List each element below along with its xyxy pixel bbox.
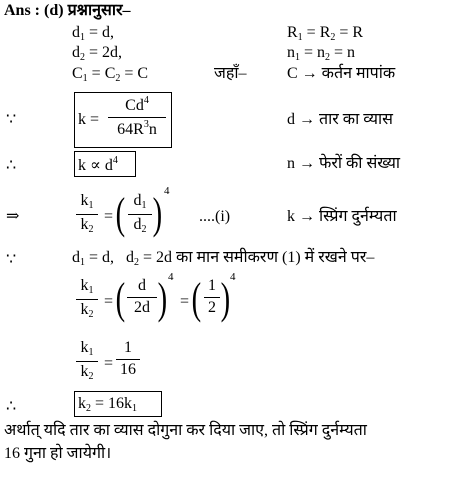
step1-left-paren-2: ( — [191, 274, 202, 323]
given-n: $n_1 = n_2 = n$ — [287, 44, 356, 63]
therefore-symbol-2: ∴ — [6, 398, 17, 415]
step1-right-paren-1: ) — [157, 274, 168, 323]
therefore-symbol: ∴ — [6, 157, 17, 174]
shear-modulus-note: C → कर्तन मापांक — [287, 65, 396, 82]
result-expr: $k_2 = 16k_1$ — [78, 395, 138, 414]
step2-equals: = — [104, 355, 114, 372]
equation-label: ....(i) — [199, 208, 231, 225]
given-c: $C_1 = C_2 = C$ — [72, 65, 149, 84]
step2-rhs-fraction: $\frac{1}{16}$ — [116, 340, 140, 379]
because-symbol: ∵ — [6, 111, 17, 128]
step1-equals-2: = — [180, 293, 190, 310]
step2-lhs-fraction: $\frac{k_1}{k_2}$ — [76, 340, 98, 382]
where-label: जहाँ– — [214, 65, 247, 82]
equals-sign: = — [104, 208, 114, 225]
step1-lhs-fraction: $\frac{k_1}{k_2}$ — [76, 278, 98, 320]
step1-power-2: 4 — [230, 271, 236, 283]
ratio-power: 4 — [164, 185, 170, 197]
given-d1: $d_1 = d$, — [72, 24, 115, 43]
answer-label: Ans : (d) प्रश्नानुसार– — [4, 2, 131, 19]
step1-right-paren-2: ) — [220, 274, 231, 323]
step1-mid-fraction: $\frac{d}{2d}$ — [127, 278, 157, 317]
substitution-text: $d_1 = d$, $d_2 = 2d$ का मान समीकरण (1) में रखने पर– — [72, 249, 375, 268]
ratio-rhs-fraction: $\frac{d_1}{d_2}$ — [128, 193, 152, 235]
conclusion-line-1: अर्थात् यदि तार का व्यास दोगुना कर दिया जाए, तो स्प्रिंग दुर्नम्यता — [4, 422, 367, 439]
given-r: $R_1 = R_2 = R$ — [287, 24, 364, 43]
formula-fraction — [108, 96, 166, 139]
implies-symbol: ⇒ — [6, 208, 20, 225]
step1-left-paren-1: ( — [115, 274, 126, 323]
left-paren: ( — [115, 189, 126, 238]
formula-denominator: $64R^3n$ — [117, 118, 157, 138]
proportional-expr: $k \propto d^4$ — [78, 155, 118, 174]
diameter-note: d → तार का व्यास — [287, 111, 393, 128]
step1-right-fraction: $\frac{1}{2}$ — [204, 278, 220, 317]
given-d2: $d_2 = 2d$, — [72, 44, 123, 63]
because-symbol-2: ∵ — [6, 251, 17, 268]
step1-equals-1: = — [104, 293, 114, 310]
ratio-lhs-fraction: $\frac{k_1}{k_2}$ — [76, 193, 98, 235]
right-paren: ) — [152, 189, 163, 238]
formula-numerator: Cd$^4$ — [108, 96, 166, 118]
turns-note: n → फेरों की संख्या — [287, 155, 401, 172]
conclusion-line-2: 16 गुना हो जायेगी। — [4, 445, 112, 462]
step1-power-1: 4 — [168, 271, 174, 283]
stiffness-note: k → स्प्रिंग दुर्नम्यता — [287, 208, 397, 225]
k-equals: k = — [78, 111, 100, 128]
